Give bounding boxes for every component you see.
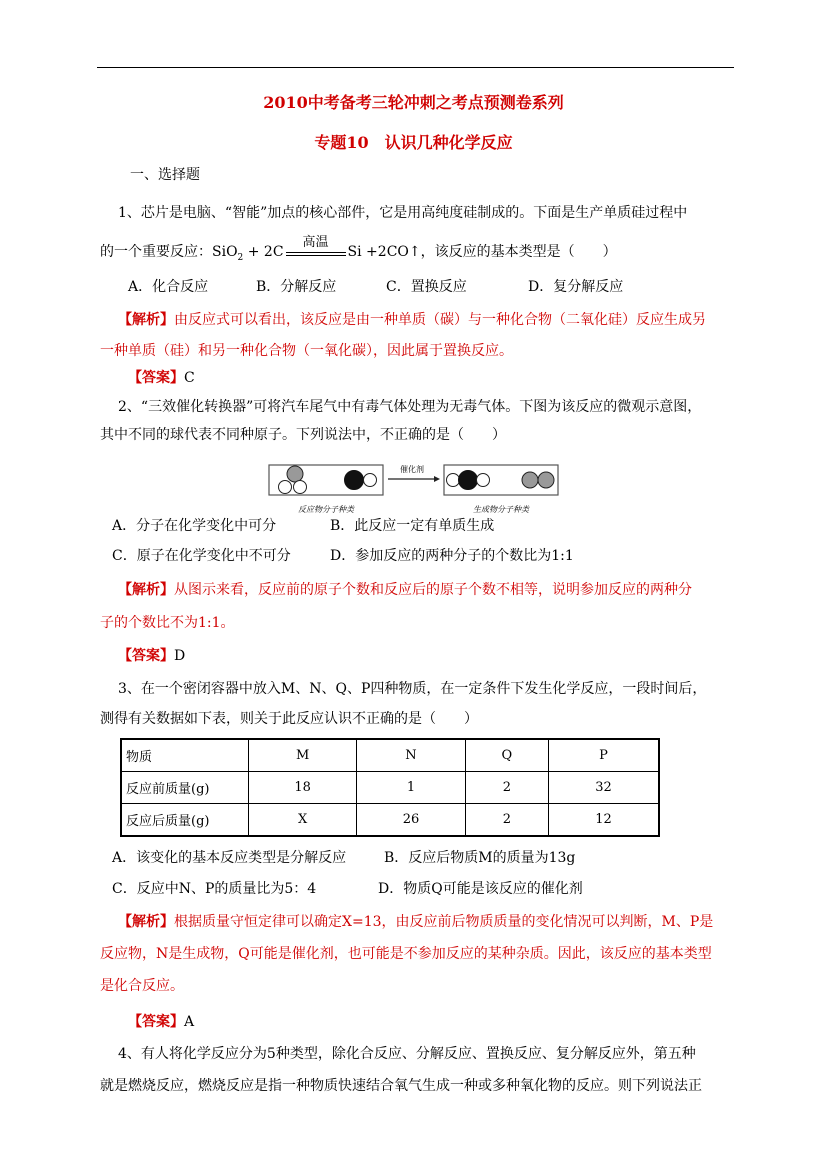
q2-option-c: C．原子在化学变化中不可分 [112,548,291,564]
q4-line1: 4、有人将化学反应分为5种类型，除化合反应、分解反应、置换反应、复分解反应外，第五种 [118,1046,696,1062]
table-cell: 18 [249,772,357,804]
q1-equation-a: 的一个重要反应：SiO [100,244,238,260]
q2-analysis-label: 【解析】 [118,582,174,598]
q2-option-a: A．分子在化学变化中可分 [112,518,277,534]
q1-option-b: B．分解反应 [256,279,337,295]
product-white-atom-left [447,474,460,487]
q2-option-b: B．此反应一定有单质生成 [330,518,495,534]
table-cell: 26 [357,804,465,837]
q1-answer-label: 【答案】 [128,370,184,386]
table-cell: 2 [465,772,548,804]
q3-answer-label: 【答案】 [128,1014,184,1030]
q3-data-table [120,738,660,837]
q3-analysis-line2: 反应物，N是生成物，Q可能是催化剂，也可能是不参加反应的某种杂质。因此，该反应的基本类型 [100,946,712,962]
q1-condition-arrow [284,235,348,256]
q2-answer-label: 【答案】 [118,648,174,664]
diagram-left-caption: 反应物分子种类 [298,505,354,514]
q1-subscript: 2 [237,252,244,263]
q3-option-b: B．反应后物质M的质量为13g [384,850,576,866]
table-row [121,772,659,804]
q2-reaction-diagram [268,460,559,520]
table-cell: 反应后质量(g) [121,804,249,837]
q3-answer: 【答案】A [128,1014,195,1030]
q1-option-a: A．化合反应 [128,279,209,295]
q3-option-d: D．物质Q可能是该反应的催化剂 [378,881,583,897]
q1-analysis-line1: 【解析】由反应式可以看出，该反应是由一种单质（碳）与一种化合物（二氧化硅）反应生成另 [118,312,706,328]
q2-line1: 2、“三效催化转换器”可将汽车尾气中有毒气体处理为无毒气体。下图为该反应的微观示意图， [118,399,702,415]
table-header-cell: P [549,739,659,772]
q2-analysis-line1: 【解析】从图示来看，反应前的原子个数和反应后的原子个数不相等，说明参加反应的两种分 [118,582,692,598]
reactant-black-atom [345,471,364,490]
product-white-atom-right [477,474,490,487]
reactant-gray-atom [287,466,303,482]
q1-option-d: D．复分解反应 [528,279,624,295]
q1-line2 [100,235,617,268]
q2-option-d: D．参加反应的两种分子的个数比为1:1 [330,548,574,564]
diagram-right-caption: 生成物分子种类 [473,505,529,514]
table-row [121,804,659,837]
q1-analysis-line2: 一种单质（硅）和另一种化合物（一氧化碳），因此属于置换反应。 [100,343,513,359]
q2-analysis-line2: 子的个数比不为1:1。 [100,615,235,631]
table-cell: 2 [465,804,548,837]
q3-analysis-line3: 是化合反应。 [100,978,184,994]
q1-condition: 高温 [302,235,329,250]
table-cell: X [249,804,357,837]
table-header-row [121,739,659,772]
q3-analysis-label: 【解析】 [118,914,174,930]
q4-line2: 就是燃烧反应，燃烧反应是指一种物质快速结合氧气生成一种或多种氧化物的反应。则下列说法正 [100,1078,702,1094]
reactant-white-atom-left [279,481,292,494]
table-header-cell: Q [465,739,548,772]
header-rule [97,67,734,68]
q2-line2: 其中不同的球代表不同种原子。下列说法中，不正确的是（ ） [100,427,506,443]
table-header-cell: M [249,739,357,772]
q1-option-c: C．置换反应 [386,279,467,295]
q3-option-a: A．该变化的基本反应类型是分解反应 [112,850,347,866]
q1-answer: 【答案】C [128,370,195,386]
diagram-arrow-head [434,476,440,482]
q2-answer: 【答案】D [118,648,186,664]
product-black-atom [459,471,478,490]
q1-equation-c: Si +2CO↑，该反应的基本类型是（ ） [347,244,617,260]
q1-analysis-label: 【解析】 [118,312,174,328]
q3-line2: 测得有关数据如下表，则关于此反应认识不正确的是（ ） [100,711,478,727]
reactant-white-atom-right [294,481,307,494]
table-cell: 1 [357,772,465,804]
table-header-cell: N [357,739,465,772]
q1-equation-b: + 2C [243,244,284,260]
product-gray-atom-left [522,472,538,488]
page-subtitle: 专题10 认识几种化学反应 [314,133,513,152]
product-gray-atom-right [538,472,554,488]
reactant-white-atom-pair [364,474,377,487]
table-header-cell: 物质 [121,739,249,772]
section-heading: 一、选择题 [130,167,200,183]
q3-analysis-line1: 【解析】根据质量守恒定律可以确定X=13，由反应前后物质质量的变化情况可以判断，M、P是 [118,914,714,930]
table-cell: 32 [549,772,659,804]
table-cell: 12 [549,804,659,837]
q1-line1: 1、芯片是电脑、“智能”加点的核心部件，它是用高纯度硅制成的。下面是生产单质硅过程中 [118,205,688,221]
q3-option-c: C．反应中N、P的质量比为5：4 [112,881,317,897]
q3-line1: 3、在一个密闭容器中放入M、N、Q、P四种物质，在一定条件下发生化学反应，一段时间后， [118,681,707,697]
table-cell: 反应前质量(g) [121,772,249,804]
diagram-catalyst-label: 催化剂 [400,465,424,474]
page-title: 2010中考备考三轮冲刺之考点预测卷系列 [263,93,564,112]
